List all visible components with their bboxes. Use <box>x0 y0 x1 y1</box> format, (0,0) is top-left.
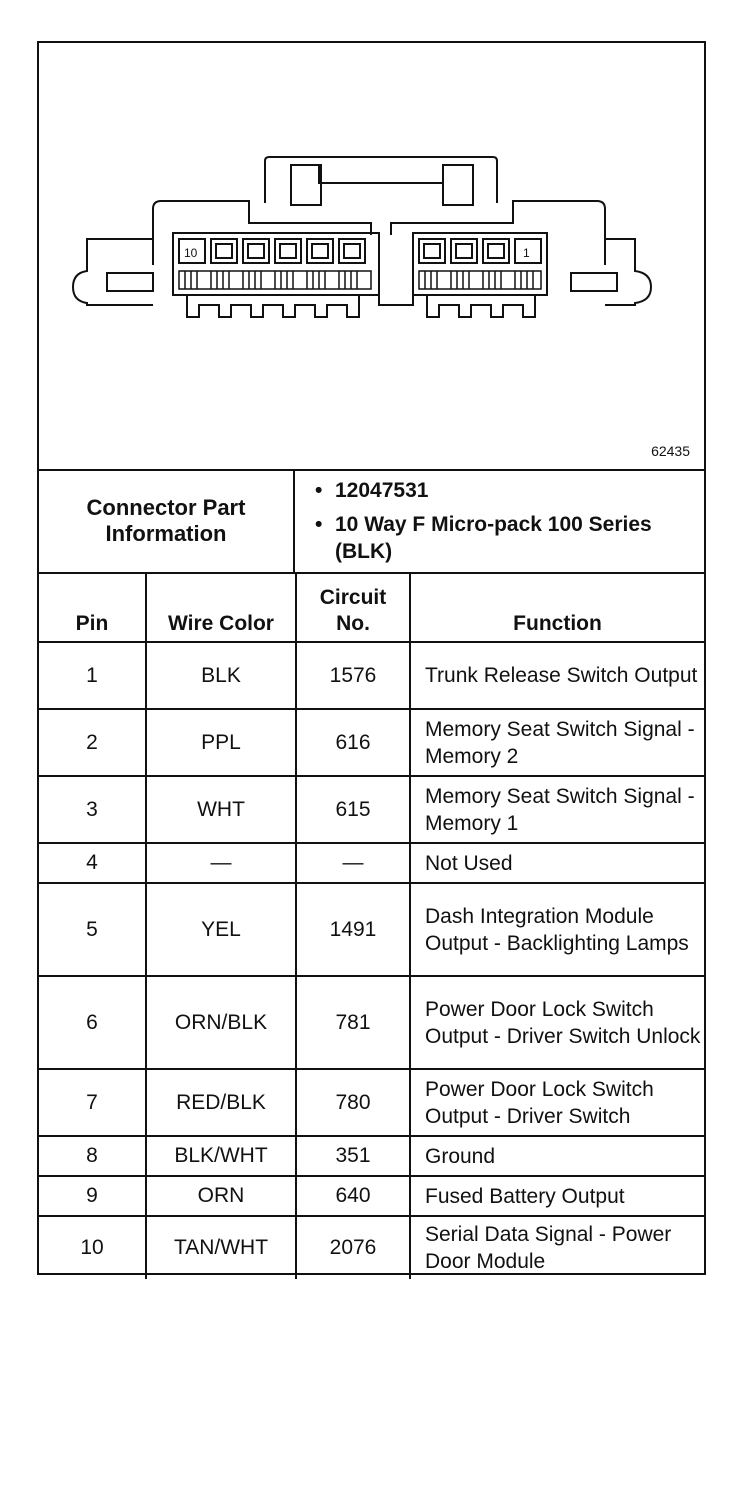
wire-color-cell: BLK <box>146 642 296 709</box>
header-pin: Pin <box>39 573 146 642</box>
wire-color-cell: PPL <box>146 709 296 776</box>
function-cell: Memory Seat Switch Signal - Memory 1 <box>410 776 704 843</box>
header-wire-color: Wire Color <box>146 573 296 642</box>
left-ear-slot <box>107 273 153 291</box>
header-circuit-no: Circuit No. <box>296 573 410 642</box>
table-row <box>39 1069 704 1136</box>
circuit-cell: 351 <box>296 1136 410 1176</box>
function-cell: Power Door Lock Switch Output - Driver Switch <box>410 1069 704 1136</box>
wire-color-cell: ORN <box>146 1176 296 1216</box>
pin-cell: 10 <box>39 1216 146 1279</box>
wire-color-cell: — <box>146 843 296 883</box>
circuit-cell: 780 <box>296 1069 410 1136</box>
pin-cell: 1 <box>39 642 146 709</box>
wire-color-cell: TAN/WHT <box>146 1216 296 1279</box>
circuit-cell: — <box>296 843 410 883</box>
connector-description: • 10 Way F Micro-pack 100 Series (BLK) <box>335 511 704 565</box>
pin-cell: 5 <box>39 883 146 976</box>
bridge-post-right <box>443 165 473 205</box>
wire-color-cell: BLK/WHT <box>146 1136 296 1176</box>
table-row <box>39 1176 704 1216</box>
circuit-cell: 616 <box>296 709 410 776</box>
wire-color-cell: RED/BLK <box>146 1069 296 1136</box>
pin-cell: 8 <box>39 1136 146 1176</box>
table-row <box>39 776 704 843</box>
terminal-combs <box>179 271 541 289</box>
header-function: Function <box>410 573 704 642</box>
pin-cell: 6 <box>39 976 146 1069</box>
connector-drawing <box>39 43 704 469</box>
bridge-post-left <box>291 165 321 205</box>
function-cell: Dash Integration Module Output - Backlighting Lamps <box>410 883 704 976</box>
table-row <box>39 843 704 883</box>
table-row <box>39 709 704 776</box>
circuit-cell: 1576 <box>296 642 410 709</box>
table-header-row <box>39 573 704 642</box>
part-number: • 12047531 <box>335 477 704 504</box>
left-cavity-row <box>179 239 365 263</box>
function-cell: Ground <box>410 1136 704 1176</box>
pinout-table <box>39 572 704 1279</box>
circuit-cell: 1491 <box>296 883 410 976</box>
bridge-outline <box>265 157 497 203</box>
function-cell: Fused Battery Output <box>410 1176 704 1216</box>
function-cell: Trunk Release Switch Output <box>410 642 704 709</box>
circuit-cell: 781 <box>296 976 410 1069</box>
pin-cell: 4 <box>39 843 146 883</box>
pin-cell: 2 <box>39 709 146 776</box>
connector-sheet <box>37 41 706 1275</box>
circuit-cell: 615 <box>296 776 410 843</box>
wire-color-cell: YEL <box>146 883 296 976</box>
table-row <box>39 1216 704 1279</box>
table-row <box>39 1136 704 1176</box>
wire-color-cell: WHT <box>146 776 296 843</box>
pin-cell: 3 <box>39 776 146 843</box>
connector-face-illustration <box>39 43 704 471</box>
pin-10-marker: 10 <box>184 246 198 260</box>
circuit-cell: 640 <box>296 1176 410 1216</box>
pin-cell: 9 <box>39 1176 146 1216</box>
function-cell: Power Door Lock Switch Output - Driver Switch Unlock <box>410 976 704 1069</box>
pin-cell: 7 <box>39 1069 146 1136</box>
table-row <box>39 642 704 709</box>
table-row <box>39 883 704 976</box>
right-ear-slot <box>571 273 617 291</box>
connector-part-values <box>295 469 704 572</box>
function-cell: Not Used <box>410 843 704 883</box>
connector-part-info <box>39 469 704 574</box>
pin-1-marker: 1 <box>523 246 530 260</box>
figure-id: 62435 <box>651 443 690 459</box>
connector-part-label: Connector Part Information <box>39 469 295 572</box>
circuit-cell: 2076 <box>296 1216 410 1279</box>
table-row <box>39 976 704 1069</box>
wire-color-cell: ORN/BLK <box>146 976 296 1069</box>
function-cell: Memory Seat Switch Signal - Memory 2 <box>410 709 704 776</box>
function-cell: Serial Data Signal - Power Door Module <box>410 1216 704 1279</box>
bottom-teeth <box>187 295 535 317</box>
